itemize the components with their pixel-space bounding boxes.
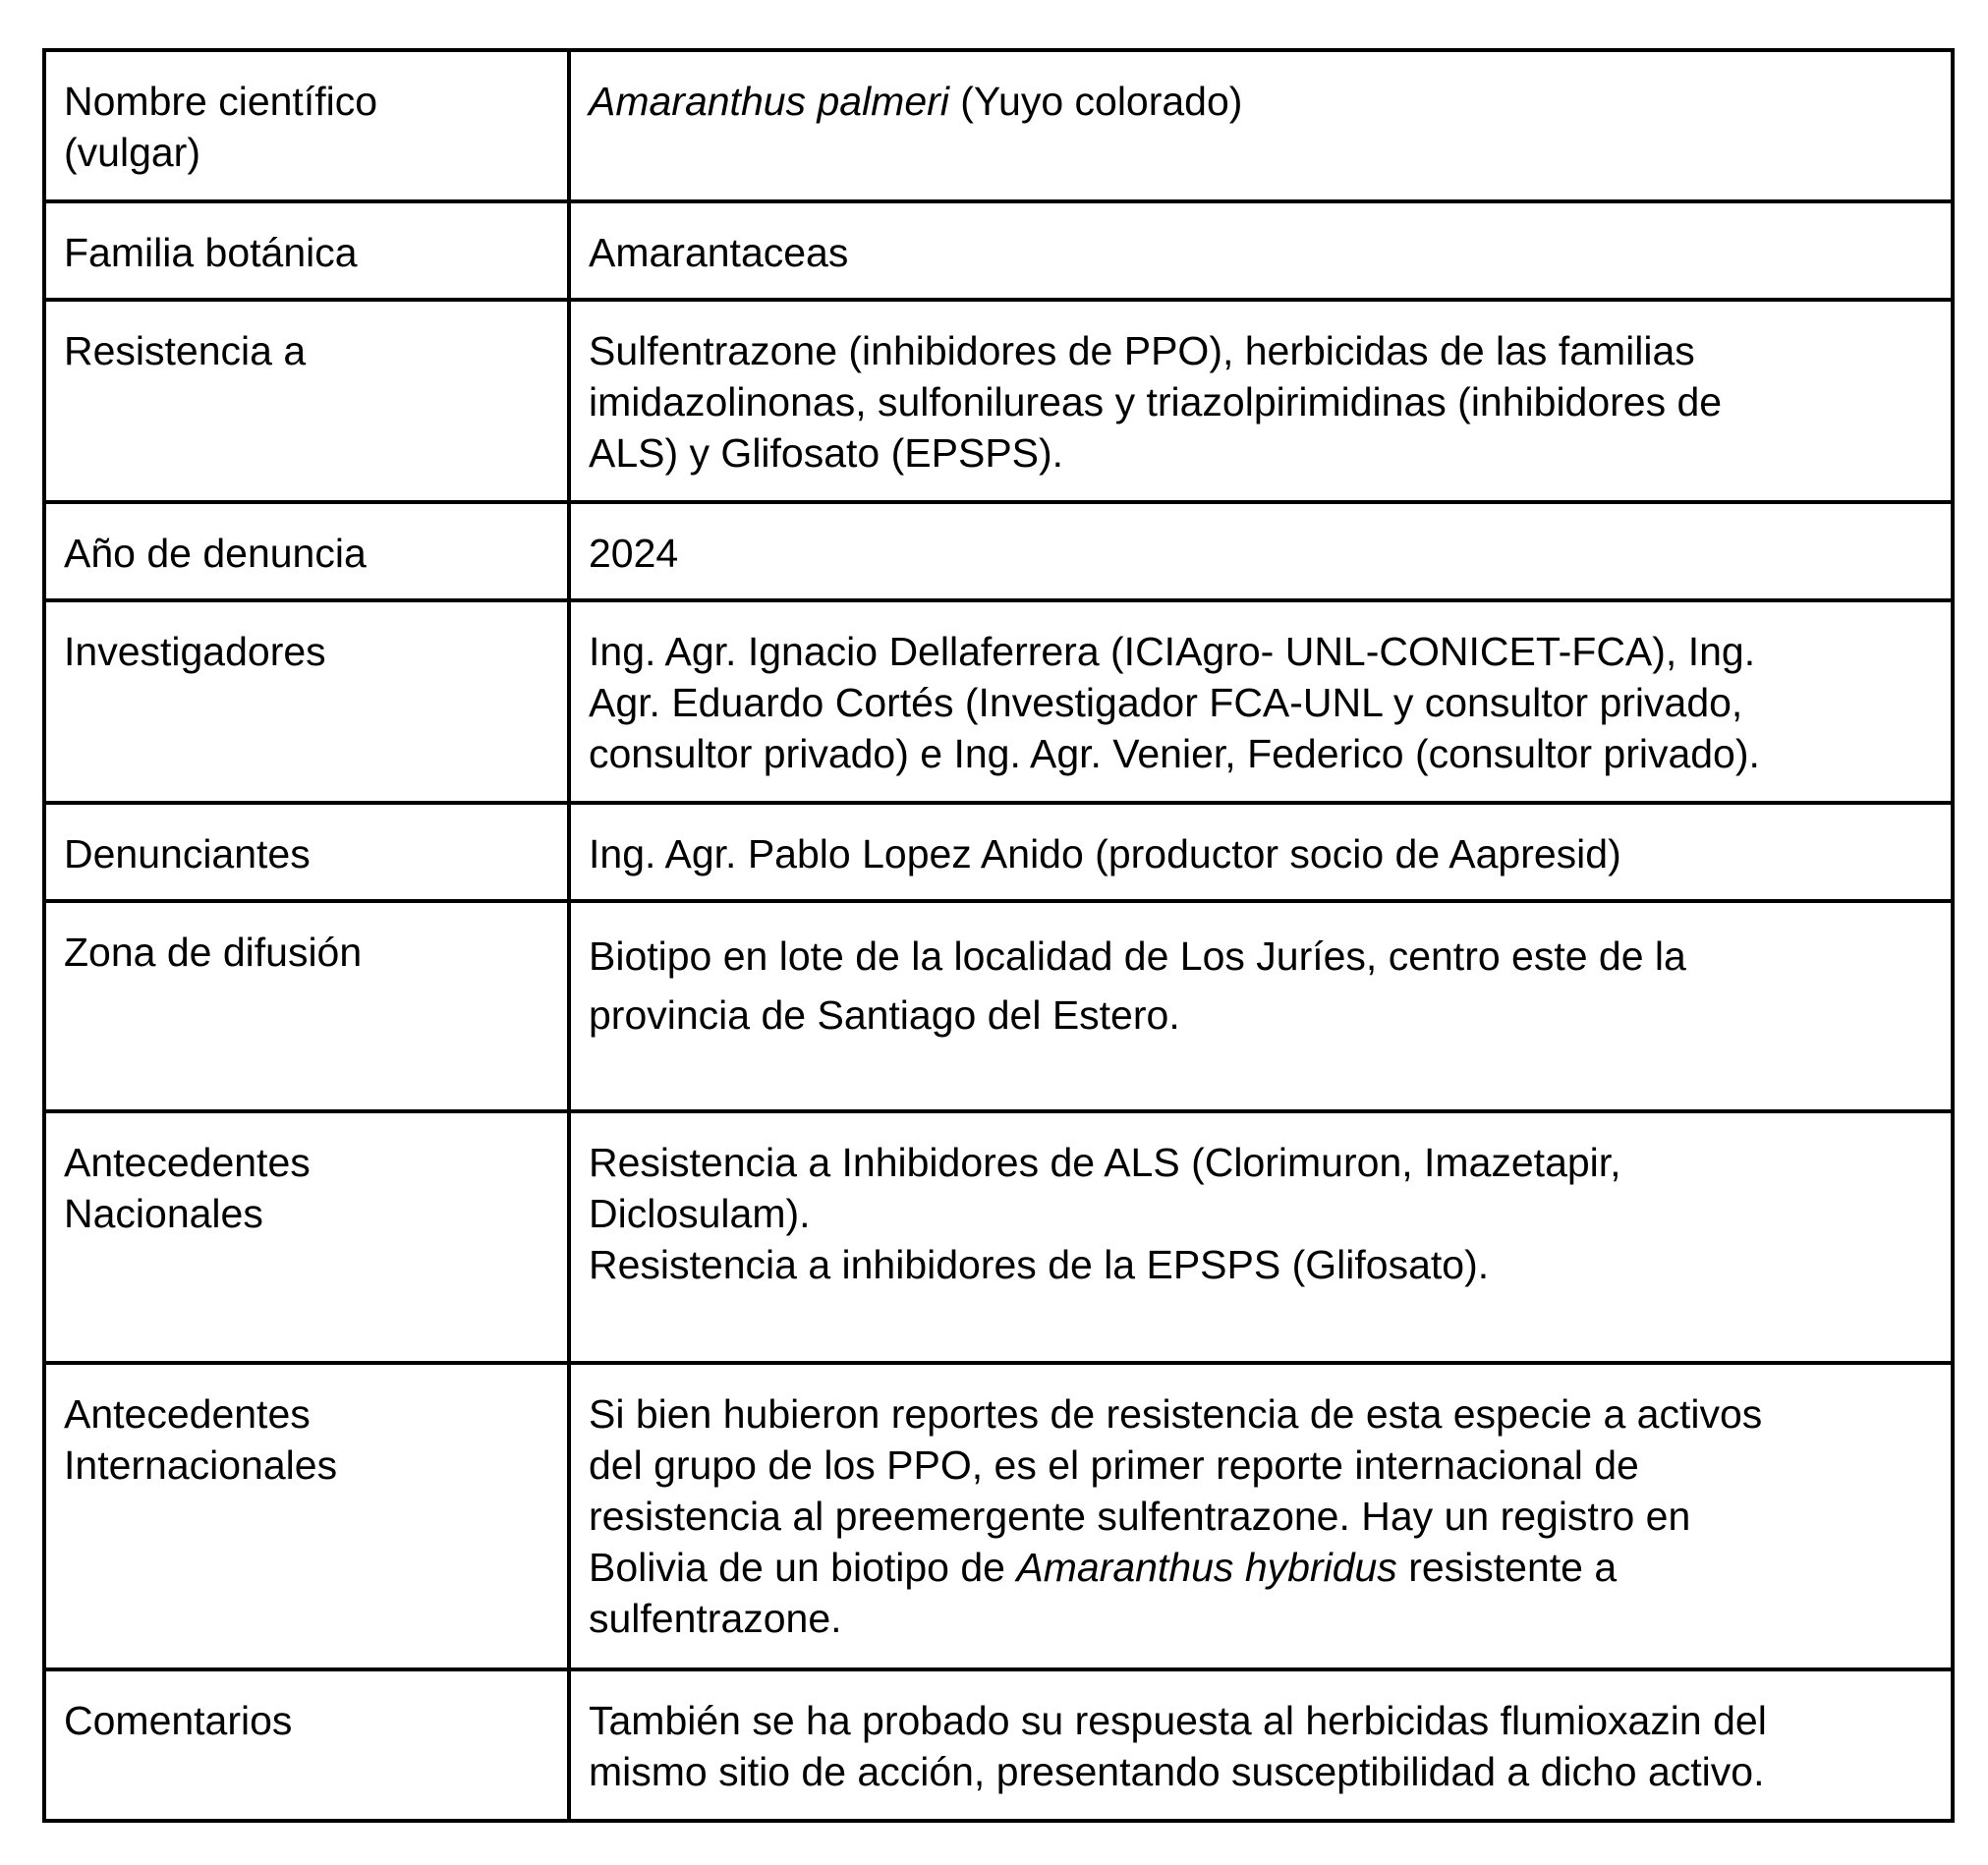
row-label-familia (44, 201, 569, 300)
value-line: mismo sitio de acción, presentando susceptibilidad a dicho activo. (589, 1749, 1765, 1794)
scientific-name: Amaranthus palmeri (589, 79, 949, 124)
label-line: Antecedentes (64, 1140, 311, 1185)
row-value-nombre-cientifico (569, 50, 1953, 201)
row-value-antecedentes-internacionales (569, 1363, 1953, 1669)
value-text: resistente a (1396, 1545, 1618, 1590)
label-line: Año de denuncia (64, 531, 367, 576)
table-row (44, 600, 1953, 803)
label-line: Denunciantes (64, 831, 311, 876)
value-line: Resistencia a Inhibidores de ALS (Clorimuron, Imazetapir, (589, 1140, 1621, 1185)
label-line: Resistencia a (64, 328, 307, 373)
value-line: Amarantaceas (589, 230, 849, 275)
row-value-denunciantes (569, 803, 1953, 901)
row-label-antecedentes-nacionales (44, 1111, 569, 1363)
table-row (44, 1111, 1953, 1363)
row-label-antecedentes-internacionales (44, 1363, 569, 1669)
row-label-comentarios (44, 1669, 569, 1821)
value-line: Agr. Eduardo Cortés (Investigador FCA-UNL y consultor privado, (589, 680, 1743, 725)
value-line-mixed (589, 1542, 1933, 1593)
table-row (44, 803, 1953, 901)
value-line: Ing. Agr. Pablo Lopez Anido (productor socio de Aapresid) (589, 831, 1621, 876)
label-line: Nombre científico (64, 79, 378, 124)
species-report-table (42, 48, 1955, 1823)
value-line: resistencia al preemergente sulfentrazone. Hay un registro en (589, 1494, 1691, 1539)
label-line: Internacionales (64, 1442, 338, 1488)
value-text: Bolivia de un biotipo de (589, 1545, 1017, 1590)
row-value-resistencia (569, 300, 1953, 502)
table-row (44, 300, 1953, 502)
value-line: provincia de Santiago del Estero. (589, 992, 1180, 1038)
row-value-comentarios (569, 1669, 1953, 1821)
value-line: ALS) y Glifosato (EPSPS). (589, 430, 1064, 476)
label-line: Familia botánica (64, 230, 358, 275)
row-label-denunciantes (44, 803, 569, 901)
value-line: Si bien hubieron reportes de resistencia de esta especie a activos (589, 1391, 1763, 1437)
table-row (44, 201, 1953, 300)
row-value-familia (569, 201, 1953, 300)
value-line: Sulfentrazone (inhibidores de PPO), herbicidas de las familias (589, 328, 1695, 373)
value-line: Biotipo en lote de la localidad de Los Juríes, centro este de la (589, 933, 1686, 979)
value-line: imidazolinonas, sulfonilureas y triazolpirimidinas (inhibidores de (589, 379, 1723, 424)
row-value-zona (569, 901, 1953, 1111)
table-row (44, 1669, 1953, 1821)
row-value-anio (569, 502, 1953, 600)
value-line: Resistencia a inhibidores de la EPSPS (Glifosato). (589, 1242, 1490, 1287)
scientific-name: Amaranthus hybridus (1016, 1545, 1397, 1590)
value-line: También se ha probado su respuesta al herbicidas flumioxazin del (589, 1698, 1767, 1743)
row-value-investigadores (569, 600, 1953, 803)
table-row (44, 50, 1953, 201)
value-line: Diclosulam). (589, 1191, 811, 1236)
row-label-zona (44, 901, 569, 1111)
label-line: Investigadores (64, 629, 326, 674)
label-line: Antecedentes (64, 1391, 311, 1437)
row-label-nombre-cientifico (44, 50, 569, 201)
value-line: 2024 (589, 531, 679, 576)
value-line: del grupo de los PPO, es el primer reporte internacional de (589, 1442, 1639, 1488)
row-label-anio (44, 502, 569, 600)
table-row (44, 502, 1953, 600)
value-line: Ing. Agr. Ignacio Dellaferrera (ICIAgro- UNL-CONICET-FCA), Ing. (589, 629, 1756, 674)
table-row (44, 901, 1953, 1111)
row-label-resistencia (44, 300, 569, 502)
table-row (44, 1363, 1953, 1669)
row-label-investigadores (44, 600, 569, 803)
row-value-antecedentes-nacionales (569, 1111, 1953, 1363)
value-line: sulfentrazone. (589, 1596, 842, 1641)
label-line: Nacionales (64, 1191, 263, 1236)
common-name: (Yuyo colorado) (948, 79, 1243, 124)
label-line: Comentarios (64, 1698, 293, 1743)
value-line: consultor privado) e Ing. Agr. Venier, Federico (consultor privado). (589, 731, 1760, 776)
label-line: Zona de difusión (64, 930, 363, 975)
label-line: (vulgar) (64, 130, 200, 175)
